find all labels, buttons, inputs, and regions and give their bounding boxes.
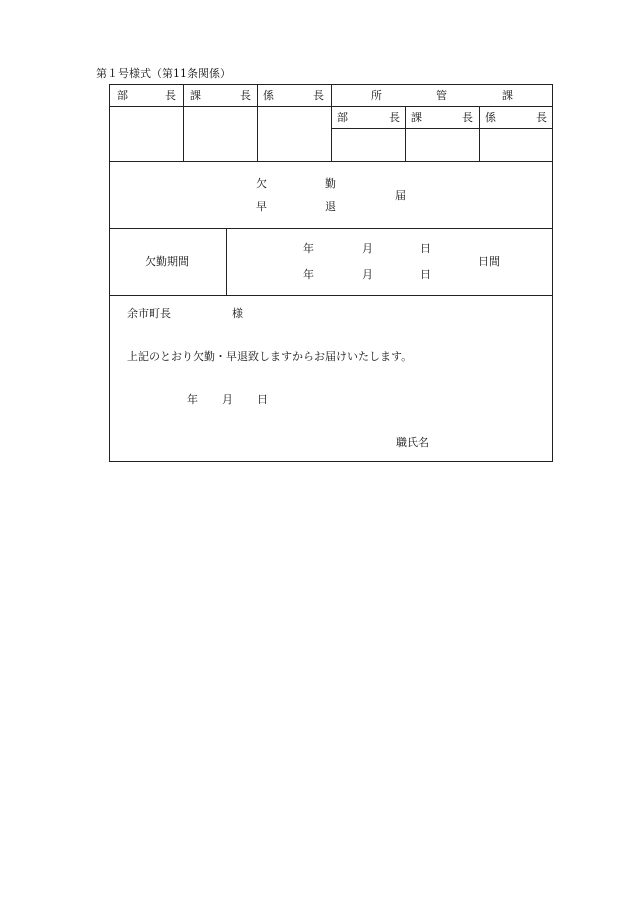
form-title: 第１号様式（第11条関係） <box>96 67 231 80</box>
period-start-month: 月 <box>362 242 373 255</box>
period-bottom-line <box>109 295 553 296</box>
heading-bottom-line <box>109 228 553 229</box>
approval-kakarichou-char2: 長 <box>313 89 324 102</box>
sub-kakarichou-char2: 長 <box>536 111 547 124</box>
period-start-day: 日 <box>420 242 431 255</box>
approval-buchou-char1: 部 <box>117 89 128 102</box>
table-border-right <box>552 84 553 462</box>
approval-buchou-char2: 長 <box>165 89 176 102</box>
approval-divider-4 <box>405 106 406 162</box>
sub-header-line <box>331 128 553 129</box>
approval-shokan-char1: 所 <box>371 89 382 102</box>
sub-kachou-char1: 課 <box>411 111 422 124</box>
heading-soutai-char2: 退 <box>325 200 336 213</box>
signature-label: 職氏名 <box>396 436 429 449</box>
approval-kakarichou-char1: 係 <box>263 89 274 102</box>
sub-kakarichou-char1: 係 <box>485 111 496 124</box>
approval-kachou-char1: 課 <box>190 89 201 102</box>
addressee: 余市町長 <box>127 307 171 320</box>
sub-kachou-char2: 長 <box>462 111 473 124</box>
approval-kachou-char2: 長 <box>240 89 251 102</box>
approval-shokan-char3: 課 <box>502 89 513 102</box>
submission-year: 年 <box>187 393 198 406</box>
period-end-day: 日 <box>420 268 431 281</box>
heading-soutai-char1: 早 <box>256 200 267 213</box>
approval-divider-5 <box>479 106 480 162</box>
submission-day: 日 <box>257 393 268 406</box>
approval-divider-1 <box>183 84 184 162</box>
period-label: 欠勤期間 <box>145 255 189 268</box>
heading-kekkin-char1: 欠 <box>256 177 267 190</box>
addressee-honorific: 様 <box>232 307 243 320</box>
period-start-year: 年 <box>303 242 314 255</box>
period-end-year: 年 <box>303 268 314 281</box>
statement-text: 上記のとおり欠勤・早退致しますからお届けいたします。 <box>127 350 413 363</box>
period-end-month: 月 <box>362 268 373 281</box>
submission-month: 月 <box>222 393 233 406</box>
sub-buchou-char1: 部 <box>337 111 348 124</box>
heading-todoke: 届 <box>395 189 406 202</box>
table-border-left <box>109 84 110 462</box>
sub-buchou-char2: 長 <box>389 111 400 124</box>
period-label-divider <box>226 228 227 296</box>
approval-shokan-char2: 管 <box>436 89 447 102</box>
heading-kekkin-char2: 勤 <box>325 177 336 190</box>
approval-divider-3 <box>331 84 332 162</box>
table-border-bottom <box>109 461 553 462</box>
period-days-label: 日間 <box>478 255 500 268</box>
approval-divider-2 <box>257 84 258 162</box>
